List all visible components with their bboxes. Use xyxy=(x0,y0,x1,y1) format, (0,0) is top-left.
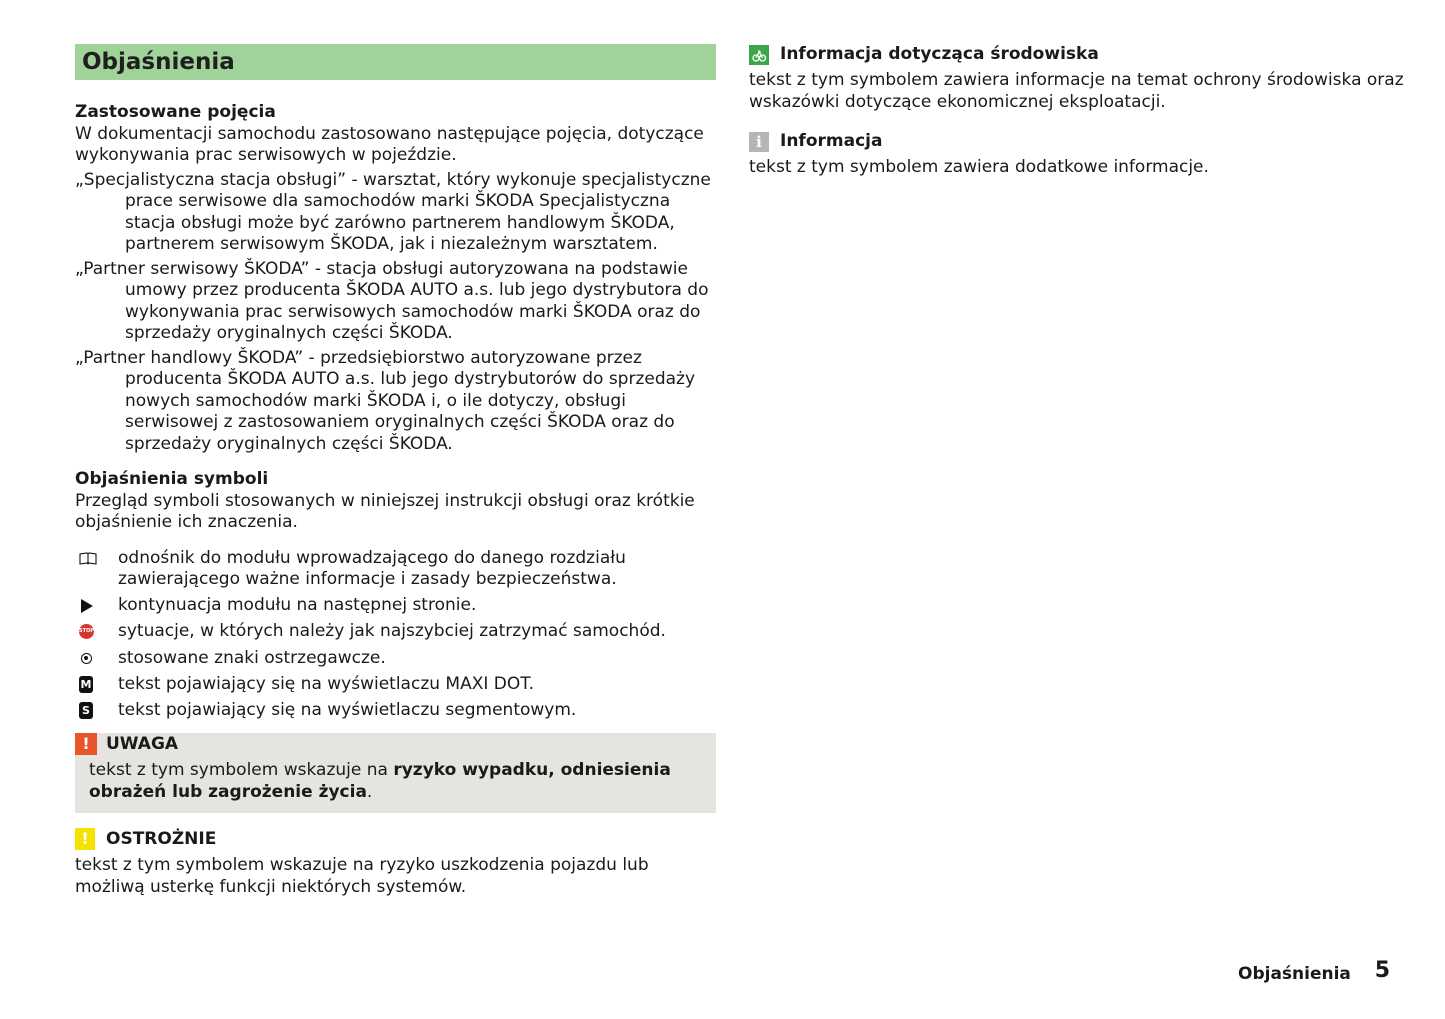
symbol-description: tekst pojawiający się na wyświetlaczu MAXI DOT. xyxy=(118,673,535,694)
definition-item xyxy=(75,259,716,345)
warning-box xyxy=(75,733,716,813)
definition-item xyxy=(75,170,716,256)
definition-text: - stacja obsługi autoryzowana na podstawie umowy przez producenta ŠKODA AUTO a.s. lub jego dystrybutora do wykonywania prac serwisowych samochodów marki ŠKODA oraz do sprzedaży oryginalnych części ŠKODA. xyxy=(125,258,709,343)
footer-section-title: Objaśnienia xyxy=(1238,964,1351,984)
definitions-list xyxy=(75,170,716,456)
symbols-intro: Przegląd symboli stosowanych w niniejszej instrukcji obsługi oraz krótkie objaśnienie ich znaczenia. xyxy=(75,490,695,532)
symbol-row xyxy=(75,595,716,617)
book-icon xyxy=(79,552,97,565)
symbol-row xyxy=(75,548,716,591)
page-footer xyxy=(1150,960,1390,986)
warning-text: tekst z tym symbolem wskazuje na ryzyko wypadku, odniesienia obrażeń lub zagrożenie życia. xyxy=(89,760,671,802)
warning-title: UWAGA xyxy=(106,733,179,754)
symbol-row xyxy=(75,700,716,722)
arrow-right-icon xyxy=(81,599,93,613)
stop-icon: STOP xyxy=(79,624,94,639)
information-text: tekst z tym symbolem zawiera dodatkowe informacje. xyxy=(749,157,1209,177)
information-block xyxy=(749,131,1409,179)
environment-title: Informacja dotycząca środowiska xyxy=(780,44,1099,65)
symbol-description: sytuacje, w których należy jak najszybciej zatrzymać samochód. xyxy=(118,621,666,642)
caution-text: tekst z tym symbolem wskazuje na ryzyko uszkodzenia pojazdu lub możliwą usterkę funkcji niektórych systemów. xyxy=(75,855,649,897)
environment-block xyxy=(749,44,1409,113)
info-icon: i xyxy=(749,132,769,152)
segment-display-icon: S xyxy=(79,702,93,719)
definition-term: „Partner handlowy ŠKODA” xyxy=(75,347,304,368)
section-title: Objaśnienia xyxy=(75,44,716,80)
terms-intro: W dokumentacji samochodu zastosowano następujące pojęcia, dotyczące wykonywania prac serwisowych w pojeździe. xyxy=(75,123,704,165)
symbol-description: kontynuacja modułu na następnej stronie. xyxy=(118,595,477,616)
warning-emphasis: ryzyko wypadku, odniesienia obrażeń lub zagrożenie życia xyxy=(89,760,671,802)
caution-exclamation-icon: ! xyxy=(75,828,95,850)
symbol-description: odnośnik do modułu wprowadzającego do danego rozdziału zawierającego ważne informacje i zasady bezpieczeństwa. xyxy=(118,547,626,589)
symbol-row xyxy=(75,648,716,670)
warning-sign-icon xyxy=(81,653,92,664)
terms-heading: Zastosowane pojęcia xyxy=(75,102,276,122)
maxi-dot-icon: M xyxy=(80,677,92,691)
environment-text: tekst z tym symbolem zawiera informacje na temat ochrony środowiska oraz wskazówki dotyczące ekonomicznej eksploatacji. xyxy=(749,70,1404,112)
right-column xyxy=(749,44,1409,179)
left-column xyxy=(75,44,716,898)
definition-term: „Specjalistyczna stacja obsługi” xyxy=(75,169,347,190)
symbol-description: tekst pojawiający się na wyświetlaczu segmentowym. xyxy=(118,699,577,720)
definition-term: „Partner serwisowy ŠKODA” xyxy=(75,258,310,279)
information-title: Informacja xyxy=(780,131,883,152)
symbol-row xyxy=(75,621,716,643)
symbols-heading: Objaśnienia symboli xyxy=(75,469,269,489)
definition-text: - przedsiębiorstwo autoryzowane przez producenta ŠKODA AUTO a.s. lub jego dystrybutorów do sprzedaży nowych samochodów marki ŠKODA i, o ile dotyczy, obsługi serwisowej z zastosowaniem oryginalnych części ŠKODA oraz do sprzedaży oryginalnych części ŠKODA. xyxy=(125,347,696,454)
caution-title: OSTROŻNIE xyxy=(106,828,217,849)
symbol-row xyxy=(75,674,716,696)
definition-item xyxy=(75,348,716,456)
symbol-list xyxy=(75,548,716,722)
caution-block xyxy=(75,828,716,898)
environment-icon xyxy=(749,45,769,65)
definition-text: - warsztat, który wykonuje specjalistyczne prace serwisowe dla samochodów marki ŠKODA Specjalistyczna stacja obsługi może być zarówno partnerem handlowym ŠKODA, partnerem serwisowym ŠKODA, jak i niezależnym warsztatem. xyxy=(125,169,711,254)
warning-exclamation-icon: ! xyxy=(75,733,97,755)
page-number: 5 xyxy=(1374,958,1390,983)
symbol-description: stosowane znaki ostrzegawcze. xyxy=(118,647,386,668)
